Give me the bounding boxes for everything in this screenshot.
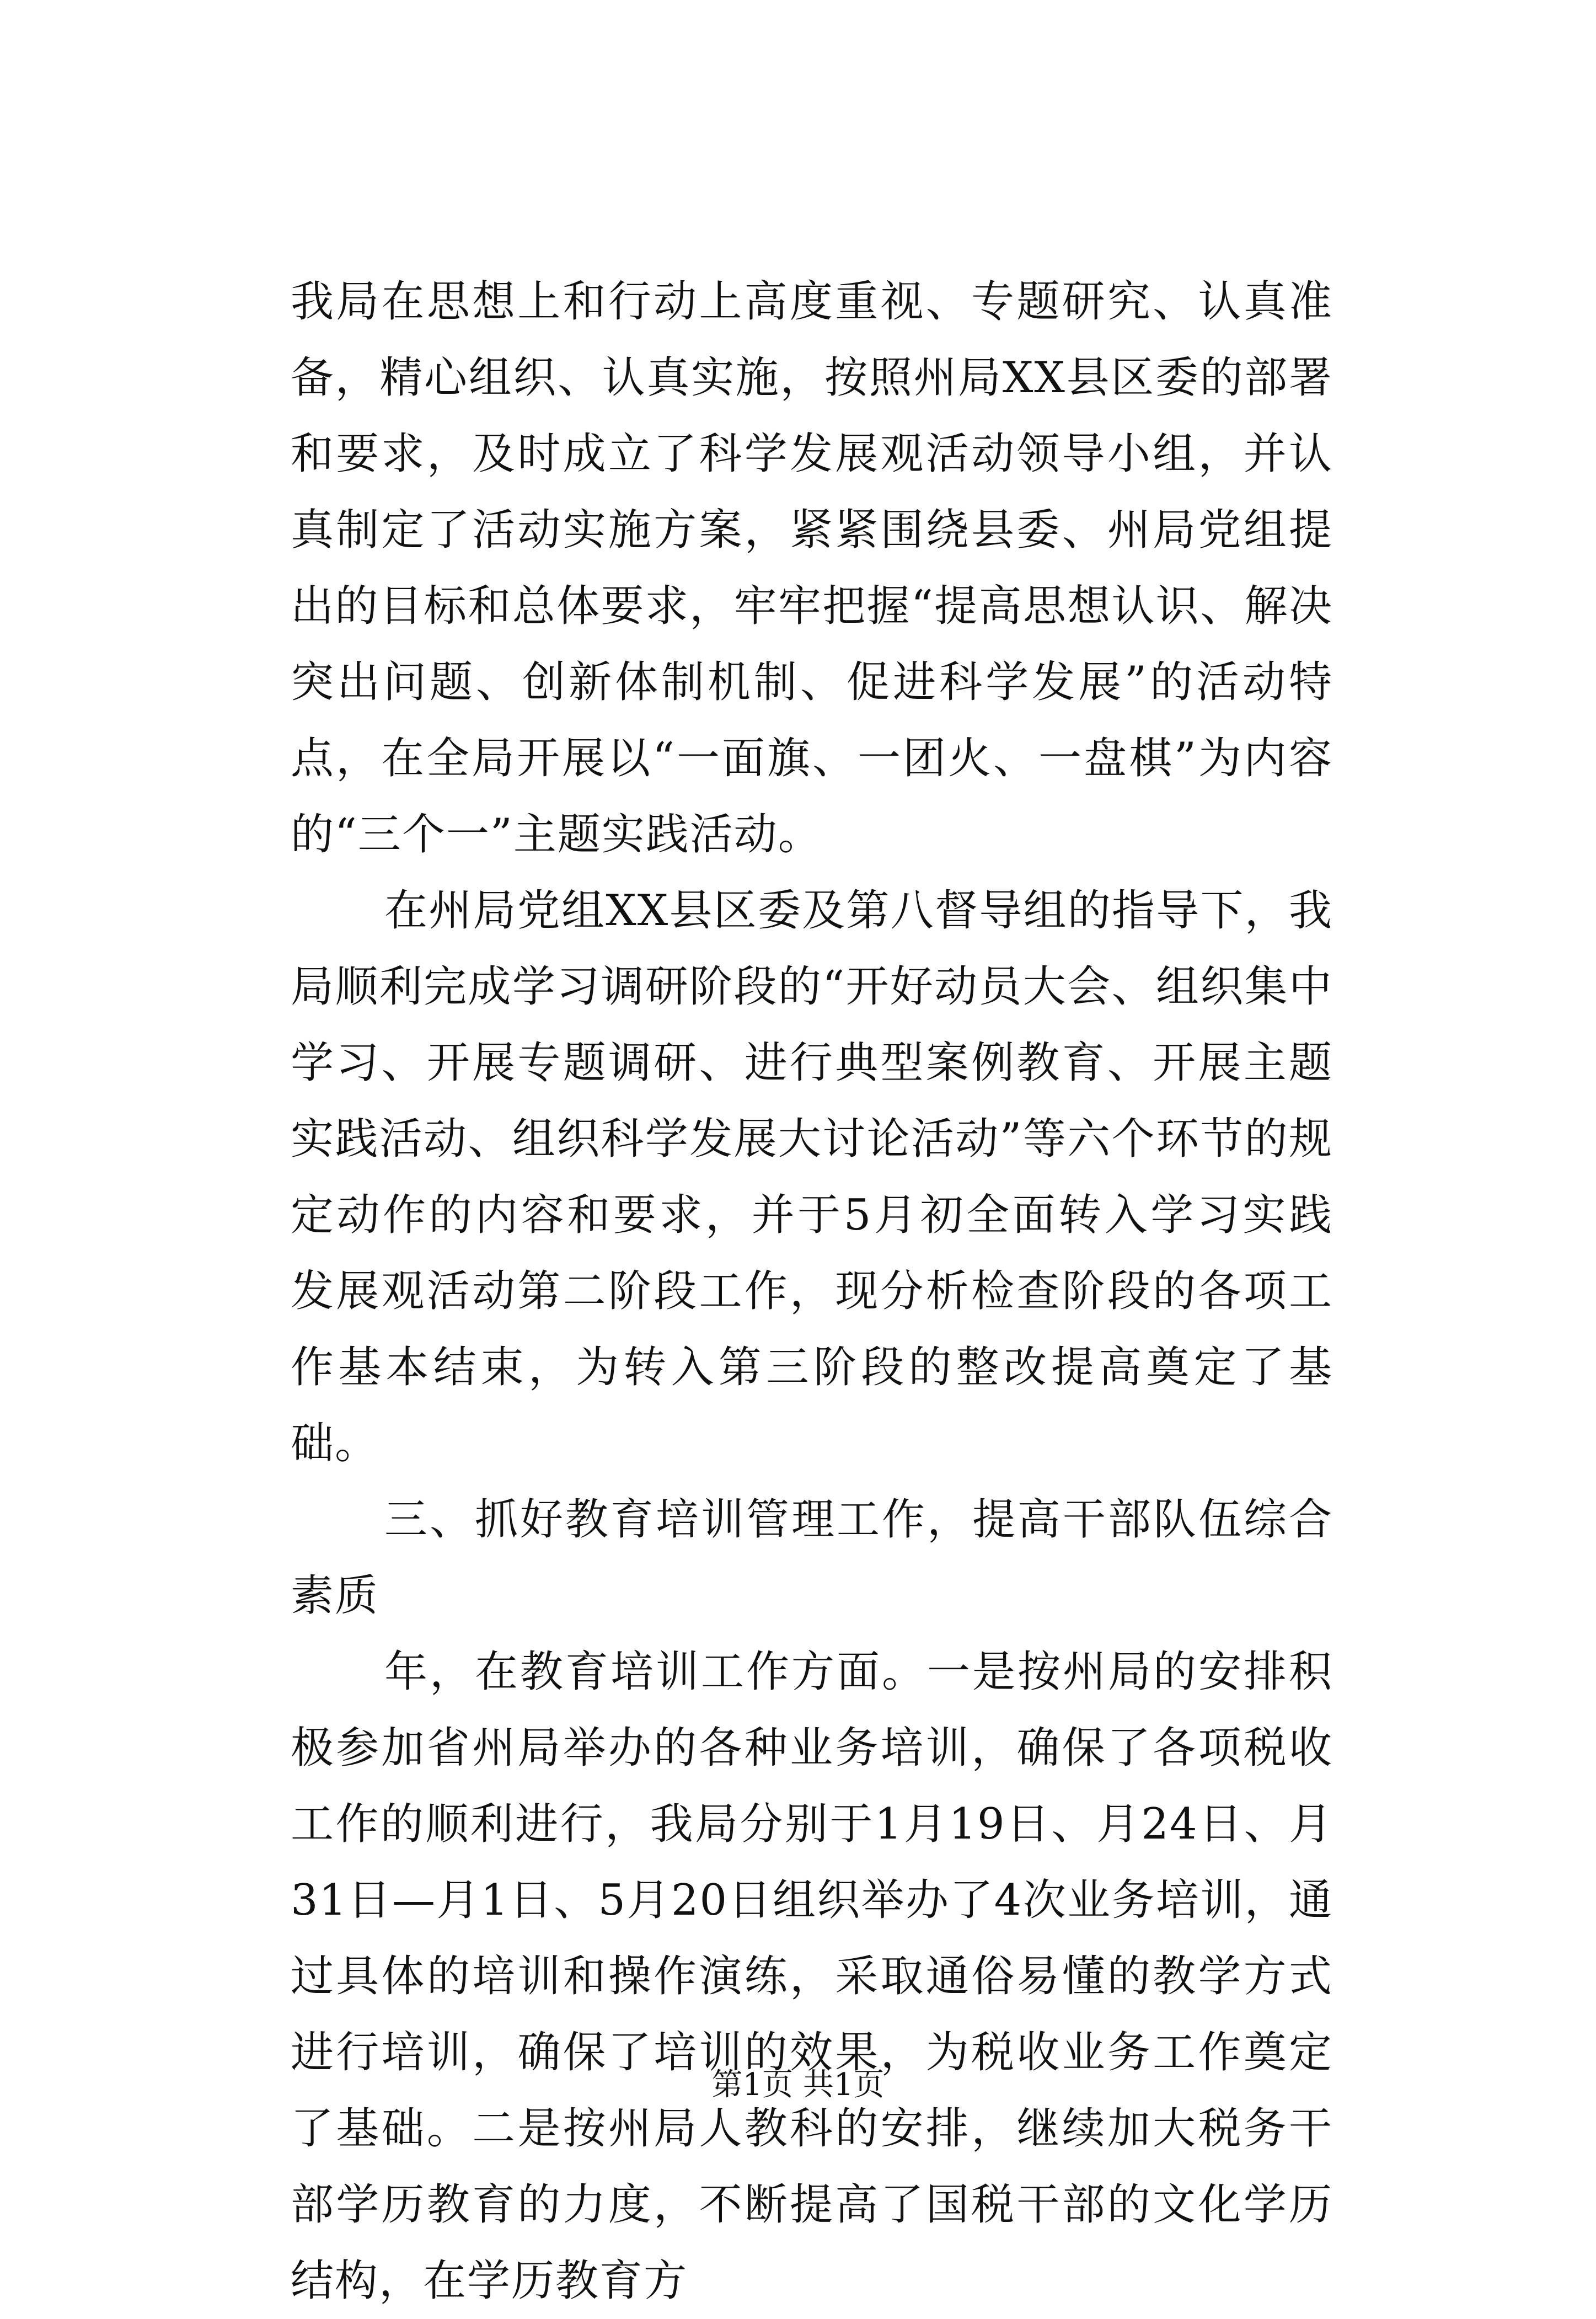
paragraph-2: 在州局党组XX县区委及第八督导组的指导下，我局顺利完成学习调研阶段的“开好动员大会、组织集中学习、开展专题调研、进行典型案例教育、开展主题实践活动、组织科学发展大讨论活动”等六个环节的规定动作的内容和要求，并于5月初全面转入学习实践发展观活动第二阶段工作，现分析检查阶段的各项工作基本结束，为转入第三阶段的整改提高奠定了基础。	[291, 886, 1333, 1468]
document-body	[291, 264, 1333, 2319]
section-heading-3: 三、抓好教育培训管理工作，提高干部队伍综合素质	[291, 1495, 1333, 1621]
paragraph-1: 我局在思想上和行动上高度重视、专题研究、认真准备，精心组织、认真实施，按照州局XX县区委的部署和要求，及时成立了科学发展观活动领导小组，并认真制定了活动实施方案，紧紧围绕县委、州局党组提出的目标和总体要求，牢牢把握“提高思想认识、解决突出问题、创新体制机制、促进科学发展”的活动特点，在全局开展以“一面旗、一团火、一盘棋”为内容的“三个一”主题实践活动。	[291, 277, 1333, 859]
paragraph-4: 年，在教育培训工作方面。一是按州局的安排积极参加省州局举办的各种业务培训，确保了各项税收工作的顺利进行，我局分别于1月19日、月24日、月31日—月1日、5月20日组织举办了4次业务培训，通过具体的培训和操作演练，采取通俗易懂的教学方式进行培训，确保了培训的效果，为税收业务工作奠定了基础。二是按州局人教科的安排，继续加大税务干部学历教育的力度，不断提高了国税干部的文化学历结构，在学历教育方	[291, 1647, 1333, 2306]
page-footer: 第1页 共1页	[711, 2067, 885, 2103]
